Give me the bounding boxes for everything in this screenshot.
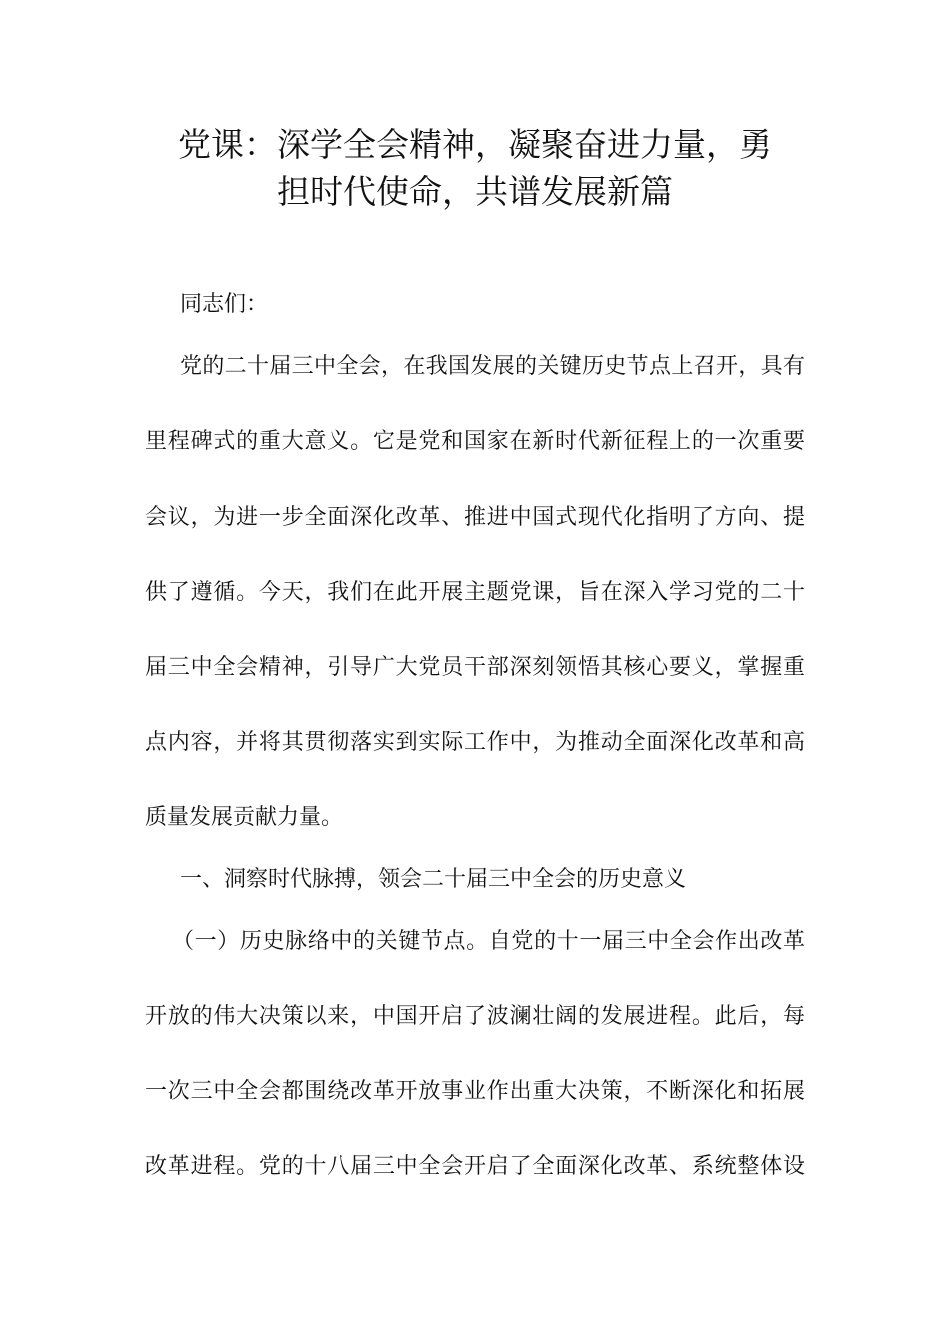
text-line: 质量发展贡献力量。 [145,805,344,830]
text-line: 会议，为进一步全面深化改革、推进中国式现代化指明了方向、提 [145,505,805,530]
text-line: 一次三中全会都围绕改革开放事业作出重大决策，不断深化和拓展 [145,1079,805,1104]
text-line: 党的二十届三中全会，在我国发展的关键历史节点上召开，具有 [180,354,805,379]
text-line: 里程碑式的重大意义。它是党和国家在新时代新征程上的一次重要 [145,429,805,454]
title-line: 党课：深学全会精神，凝聚奋进力量，勇 [178,125,772,164]
text-line: 届三中全会精神，引导广大党员干部深刻领悟其核心要义，掌握重 [145,655,805,680]
title-line: 担时代使命，共谱发展新篇 [277,172,673,211]
text-line: 开放的伟大决策以来，中国开启了波澜壮阔的发展进程。此后，每 [145,1004,805,1029]
text-line: （一）历史脉络中的关键节点。自党的十一届三中全会作出改革 [172,929,805,954]
text-line: 点内容，并将其贯彻落实到实际工作中，为推动全面深化改革和高 [145,730,805,755]
text-line: 改革进程。党的十八届三中全会开启了全面深化改革、系统整体设 [145,1154,805,1179]
text-line: 供了遵循。今天，我们在此开展主题党课，旨在深入学习党的二十 [145,580,805,605]
salutation: 同志们： [180,292,269,317]
section-heading: 一、洞察时代脉搏，领会二十届三中全会的历史意义 [180,867,687,892]
